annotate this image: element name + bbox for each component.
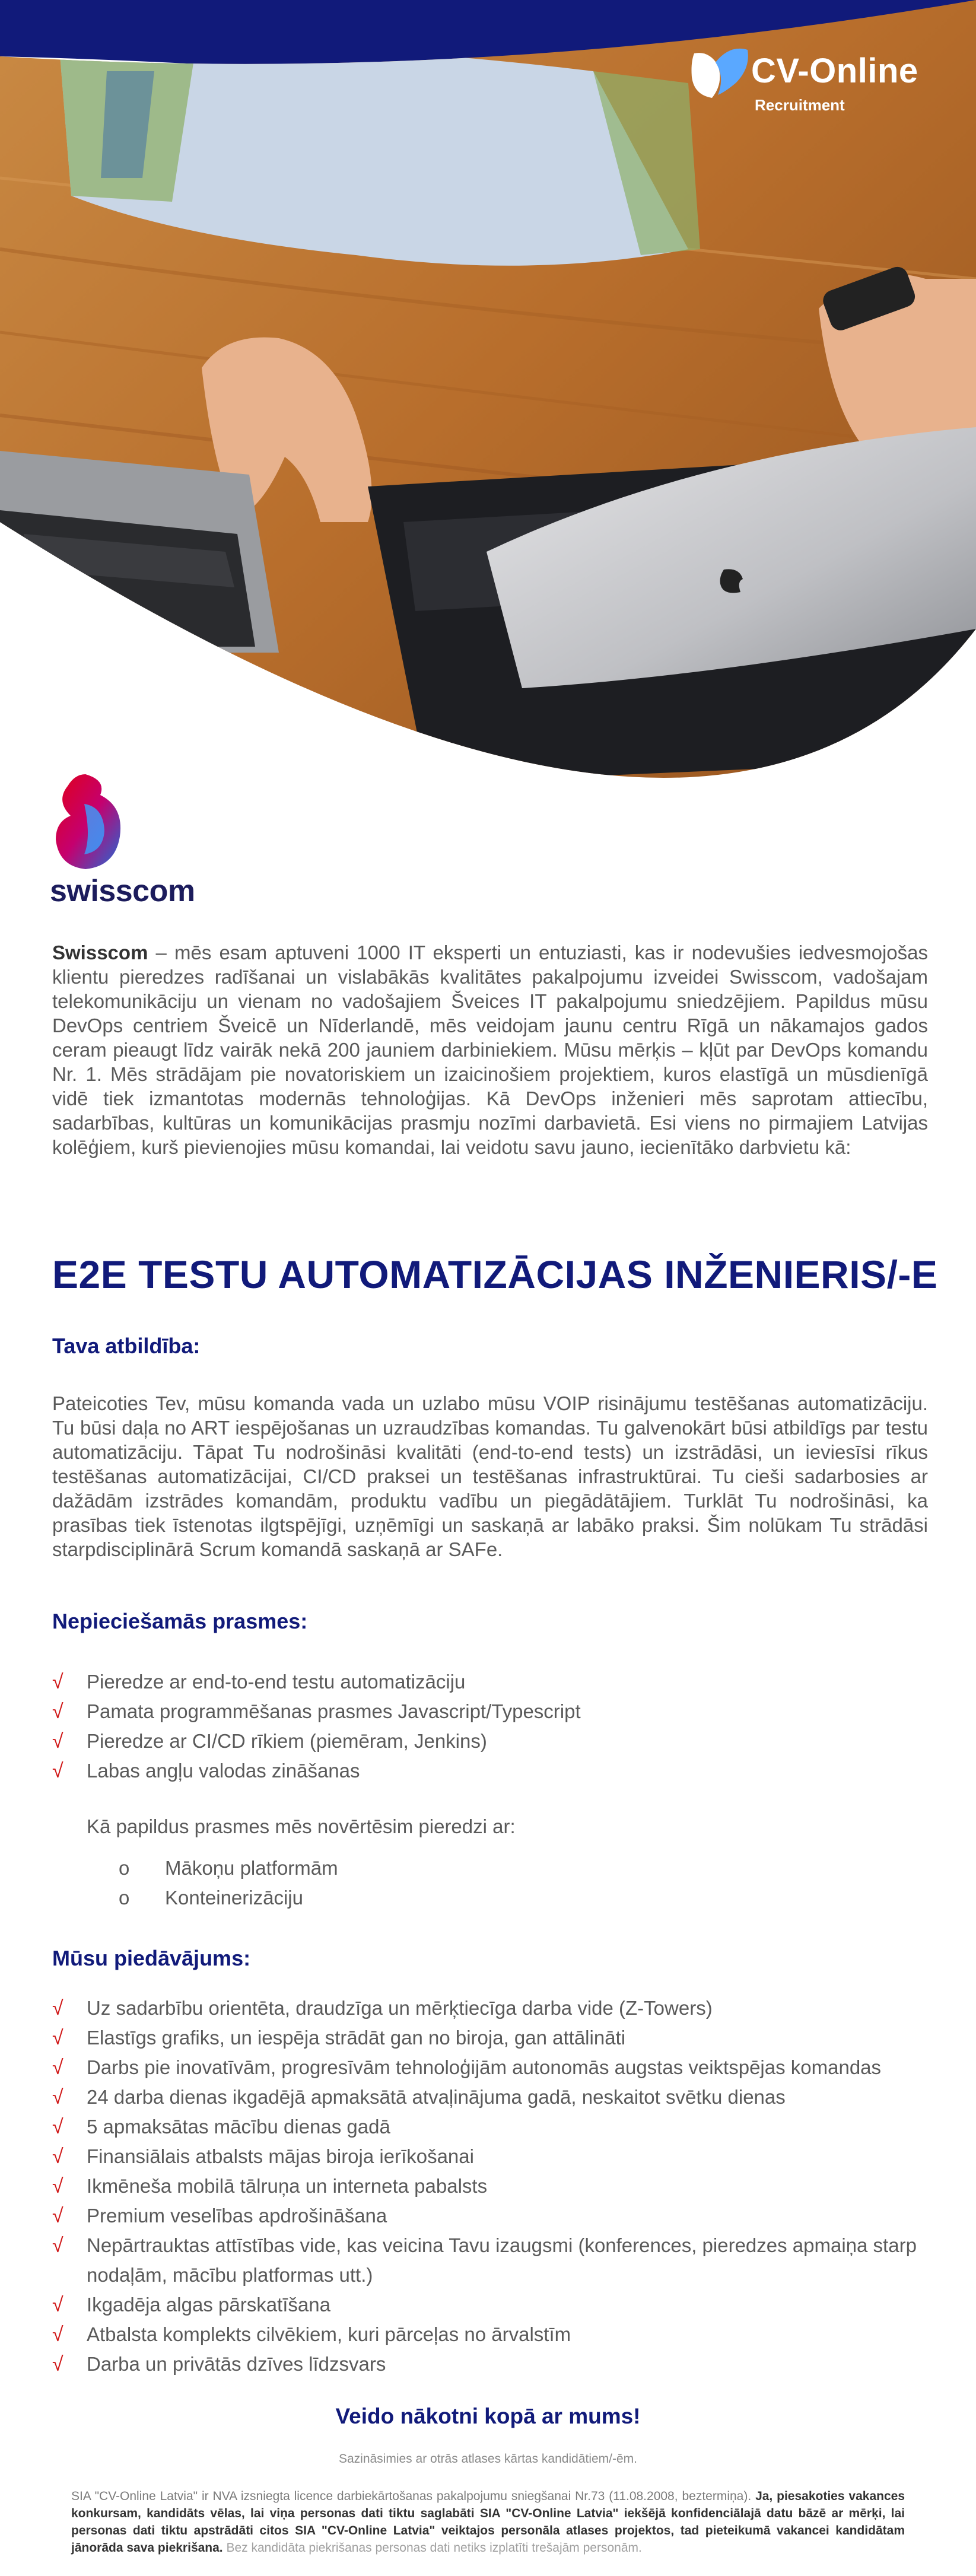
list-item: √ Darba un privātās dzīves līdzsvars xyxy=(52,2349,936,2379)
check-icon: √ xyxy=(52,2234,63,2257)
swisscom-mark-icon xyxy=(50,771,133,872)
list-item: √ Ikgadēja algas pārskatīšana xyxy=(52,2290,936,2320)
intro-paragraph xyxy=(52,940,928,1159)
brand-subtitle: Recruitment xyxy=(755,96,845,114)
list-item: √ 24 darba dienas ikgadējā apmaksātā atvaļinājuma gadā, neskaitot svētku dienas xyxy=(52,2082,936,2112)
skills-heading: Nepieciešamās prasmes: xyxy=(52,1609,308,1633)
responsibility-text: Pateicoties Tev, mūsu komanda vada un uzlabo mūsu VOIP risinājumu testēšanas automatizāciju. Tu būsi daļa no ART iespējošanas un uzraudzības komandas. Tu galvenokārt būsi atbildīgs par testu automatizāciju. Tāpat Tu nodrošināsi kvalitāti (end-to-end tests) un izstrādāsi, un ieviesīsi rīkus testēšanas automatizācijai, CI/CD praksei un testēšanas infrastruktūrai. Tu cieši sadarbosies ar dažādām izstrādes komandām, produktu vadību un piegādātājiem. Turklāt Tu nodrošināsi, ka prasības tiek īstenotas ilgtspējīgi, uzņēmīgi un saskaņā ar labāko praksi. Šim nolūkam Tu strādāsi starpdisciplinārā Scrum komandā saskaņā ar SAFe. xyxy=(52,1392,928,1560)
check-icon: √ xyxy=(52,2353,63,2375)
check-icon: √ xyxy=(52,2145,63,2168)
check-icon: √ xyxy=(52,2116,63,2138)
list-item: √ Finansiālais atbalsts mājas biroja ierīkošanai xyxy=(52,2142,936,2171)
hero-banner xyxy=(0,0,976,926)
extra-skills-intro: Kā papildus prasmes mēs novērtēsim pieredzi ar: xyxy=(87,1815,516,1837)
legal-notice xyxy=(71,2488,905,2556)
list-item: √ Atbalsta komplekts cilvēkiem, kuri pārceļas no ārvalstīm xyxy=(52,2320,936,2349)
list-item: √ Elastīgs grafiks, un iespēja strādāt gan no biroja, gan attālināti xyxy=(52,2023,936,2053)
offer-list xyxy=(52,1993,936,2379)
extra-skills-list xyxy=(119,1853,338,1913)
cv-online-logo xyxy=(688,42,937,125)
list-item: √ Labas angļu valodas zināšanas xyxy=(52,1756,936,1786)
list-item: √ Pieredze ar end-to-end testu automatizāciju xyxy=(52,1667,936,1697)
bullet-icon: o xyxy=(119,1857,130,1879)
cv-online-mark-icon xyxy=(688,42,754,101)
brand-name: CV-Online xyxy=(751,52,918,90)
list-item: √ Darbs pie inovatīvām, progresīvām tehnoloģijām autonomās augstas veiktspējas komandas xyxy=(52,2053,936,2082)
list-item: √ Premium veselības apdrošināšana xyxy=(52,2201,936,2231)
check-icon: √ xyxy=(52,2086,63,2108)
check-icon: √ xyxy=(52,2205,63,2227)
check-icon: √ xyxy=(52,1730,63,1753)
list-item: √ Ikmēneša mobilā tālruņa un interneta pabalsts xyxy=(52,2171,936,2201)
skills-list xyxy=(52,1667,936,1786)
swisscom-logo xyxy=(50,771,204,914)
client-name: swisscom xyxy=(50,874,195,908)
check-icon: √ xyxy=(52,2175,63,2197)
list-item: √ Pieredze ar CI/CD rīkiem (piemēram, Jenkins) xyxy=(52,1726,936,1756)
check-icon: √ xyxy=(52,1700,63,1723)
bullet-icon: o xyxy=(119,1887,130,1909)
check-icon: √ xyxy=(52,1997,63,2020)
intro-lead: Swisscom xyxy=(52,942,148,963)
consent-text: Ja, piesakoties vakances konkursam, kandidāts vēlas, lai viņa personas dati tiktu saglabāti SIA "CV-Online Latvia" iekšējā konfidenciālajā datu bāzē ar mērķi, lai personas dati tiktu apstrādāti citos SIA "CV-Online Latvia" veiktajos personāla atlases projektos, tad pieteikumā vakancei kandidātam jānorāda sava piekrišana. xyxy=(71,2489,905,2555)
list-item: √ Nepārtrauktas attīstības vide, kas veicina Tavu izaugsmi (konferences, pieredzes apmaiņa starp nodaļām, mācību platformas utt.) xyxy=(52,2231,936,2290)
list-item: √ Uz sadarbību orientēta, draudzīga un mērķtiecīga darba vide (Z-Towers) xyxy=(52,1993,936,2023)
intro-text: – mēs esam aptuveni 1000 IT eksperti un entuziasti, kas ir nodevušies iedvesmojošas klientu pieredzes radīšanai un vislabākās kvalitātes pakalpojumu izveidei Swisscom, vadošajam telekomunikāciju un vienam no vadošajiem Šveices IT pakalpojumu sniedzējiem. Papildus mūsu DevOps centriem Šveicē un Nīderlandē, mēs veidojam jaunu centru Rīgā un nākamajos gados ceram pieaugt līdz vairāk nekā 200 jauniem darbiniekiem. Mūsu mērķis – kļūt par DevOps komandu Nr. 1. Mēs strādājam pie novatoriskiem un izaicinošiem projektiem, kuros elastīgā un mūsdienīgā vidē tiek izmantotas modernās tehnoloģijas. Kā DevOps inženieri mēs saprotam attiecību, sadarbības, kultūras un komunikācijas prasmju nozīmi darbavietā. Esi viens no pirmajiem Latvijas kolēģiem, kurš pievienojies mūsu komandai, lai veidotu savu jauno, iecienītāko darbvietu kā: xyxy=(52,942,928,1158)
list-item: √ Pamata programmēšanas prasmes Javascript/Typescript xyxy=(52,1697,936,1726)
check-icon: √ xyxy=(52,1671,63,1693)
contact-note: Sazināsimies ar otrās atlases kārtas kandidātiem/-ēm. xyxy=(338,2452,638,2466)
job-title: E2E TESTU AUTOMATIZĀCIJAS INŽENIERIS/-E xyxy=(52,1252,938,1296)
offer-heading: Mūsu piedāvājums: xyxy=(52,1946,251,1970)
check-icon: √ xyxy=(52,2294,63,2316)
call-to-action: Veido nākotni kopā ar mums! xyxy=(335,2404,641,2428)
list-item: o Konteinerizāciju xyxy=(119,1883,338,1913)
check-icon: √ xyxy=(52,1760,63,1782)
list-item: o Mākoņu platformām xyxy=(119,1853,338,1883)
check-icon: √ xyxy=(52,2027,63,2049)
intro-section xyxy=(52,940,928,1159)
license-text: SIA "CV-Online Latvia" ir NVA izsniegta licence darbiekārtošanas pakalpojumu sniegšanai Nr.73 (11.08.2008, beztermiņa). xyxy=(71,2489,756,2503)
check-icon: √ xyxy=(52,2323,63,2346)
responsibility-heading: Tava atbildība: xyxy=(52,1334,201,1358)
check-icon: √ xyxy=(52,2056,63,2079)
list-item: √ 5 apmaksātas mācību dienas gadā xyxy=(52,2112,936,2142)
privacy-text: Bez kandidāta piekrišanas personas dati netiks izplatīti trešajām personām. xyxy=(222,2541,642,2555)
